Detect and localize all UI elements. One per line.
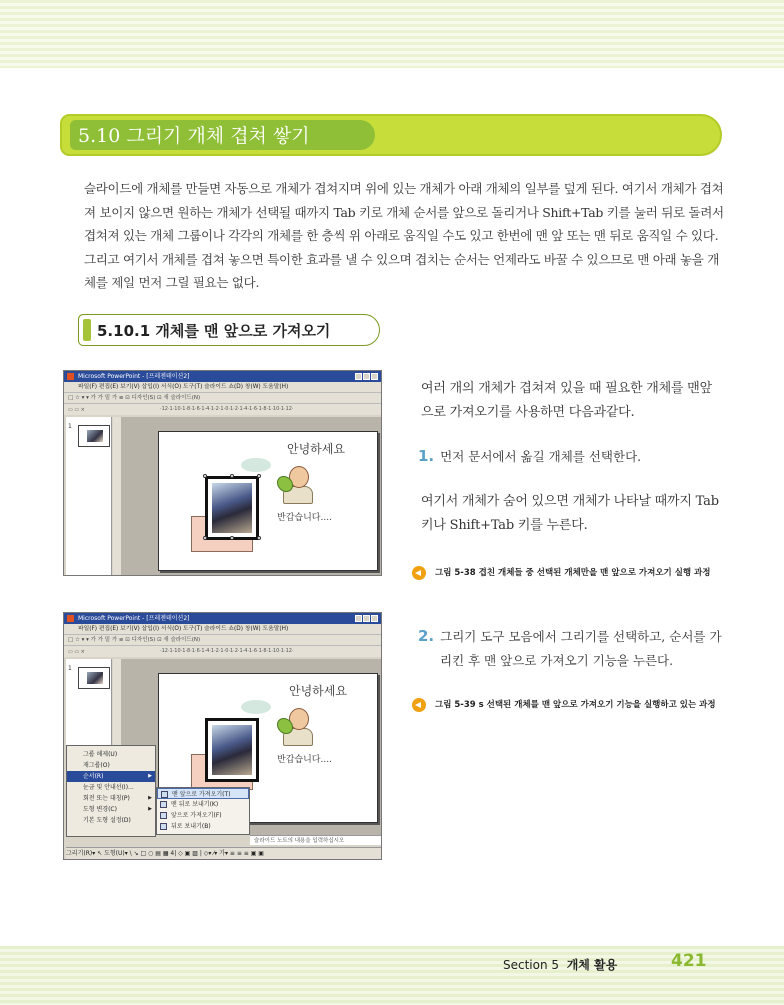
slide-glad-text: 반갑습니다.... [277, 513, 332, 523]
page-number: 421 [671, 951, 707, 971]
close-icon [371, 373, 378, 380]
drawing-toolbar[interactable]: 그리기(R)▾ ↖ 도형(U)▾ \ ↘ □ ○ ▤ ▦ 4| ◇ ▣ ▨ | ◇▾ ⁄▾ 가▾ ≡ ≡ ≡ ▣ ▣ [66, 847, 381, 859]
minimize-icon [355, 615, 362, 622]
vertical-ruler [113, 417, 121, 575]
step-2-number: 2. [418, 627, 435, 645]
screenshot-figure-1 [63, 370, 382, 576]
menu-bar: 파일(F) 편집(E) 보기(V) 삽입(I) 서식(O) 도구(T) 슬라이드 쇼(D) 창(W) 도움말(H) [64, 382, 381, 393]
selected-clipart [205, 476, 259, 540]
caption-arrow-icon [412, 698, 426, 712]
close-icon [371, 615, 378, 622]
menu-item-ungroup[interactable]: 그룹 해제(U) [83, 751, 118, 758]
menu-item-change-shape-label: 도형 변경(C) [83, 806, 117, 813]
intro-text: 여러 개의 개체가 겹쳐져 있을 때 필요한 개체를 맨앞으로 가져오기를 사용하면 다음과같다. [421, 381, 712, 420]
outline-tabs: ▭ ▭ × [68, 649, 85, 655]
header-band [0, 0, 784, 68]
toolbar: □ ☆ ▾ ▾ 가 가 밑 가 ≡ ⊡ 디자인(S) ⊡ 새 슬라이드(N) [64, 635, 381, 646]
man-clipart [277, 466, 323, 506]
selection-handle [203, 536, 207, 540]
slide-hello-text: 안녕하세요 [289, 684, 347, 698]
man-clipart [277, 708, 323, 748]
window-controls [355, 615, 378, 622]
selection-handle [230, 474, 234, 478]
menu-item-order[interactable] [67, 771, 155, 782]
ruler-row [64, 646, 381, 657]
caption-2-text: 그림 5-39 s 선택된 개체를 맨 앞으로 가져오기 기능을 실행하고 있는 과정 [435, 700, 716, 710]
bring-forward-icon [160, 812, 167, 819]
window-controls [355, 373, 378, 380]
clipart-image [212, 725, 252, 775]
bring-to-front-icon [161, 791, 168, 798]
send-backward-label: 뒤로 보내기(B) [171, 823, 211, 830]
powerpoint-icon [67, 615, 74, 622]
slide-hello-text: 안녕하세요 [287, 442, 345, 456]
selection-handle [257, 536, 261, 540]
toolbar: □ ☆ ▾ ▾ 가 가 밑 가 ≡ ⊡ 디자인(S) ⊡ 새 슬라이드(N) [64, 393, 381, 404]
window-title: Microsoft PowerPoint - [프레젠테이션2] [78, 615, 190, 622]
slide-number: 1 [68, 423, 72, 430]
footer-band [0, 946, 784, 1005]
clipart-image [212, 483, 252, 533]
step-2-text: 그리기 도구 모음에서 그리기를 선택하고, 순서를 가리킨 후 맨 앞으로 가져오기 기능을 누른다. [440, 629, 722, 668]
send-backward-icon [160, 823, 167, 830]
menu-item-rotate-label: 회전 또는 대칭(P) [83, 795, 130, 802]
selected-clipart [205, 718, 259, 782]
thumbnail-art [87, 672, 103, 684]
footer-section-name: 개체 활용 [566, 958, 618, 972]
subsection-banner [78, 314, 380, 346]
submenu-arrow-icon: ▶ [148, 795, 152, 801]
slide [158, 431, 378, 571]
screenshot-figure-2 [63, 612, 382, 860]
step-1-text: 먼저 문서에서 옮길 개체를 선택한다. [440, 449, 642, 464]
menu-item-default-shape[interactable]: 기본 도형 설정(D) [83, 817, 131, 824]
figure-caption-2 [412, 694, 724, 716]
slide-glad-text: 반갑습니다.... [277, 755, 332, 765]
figure-caption-1 [412, 562, 724, 584]
selection-handle [230, 536, 234, 540]
bring-forward-label: 앞으로 가져오기(F) [171, 812, 222, 819]
menu-item-rotate[interactable] [67, 793, 155, 804]
section-banner [60, 114, 722, 156]
draw-context-menu [66, 745, 156, 837]
notes-pane[interactable]: 슬라이드 노트의 내용을 입력하십시오 [250, 835, 381, 845]
send-to-back-label: 맨 뒤로 보내기(K) [171, 801, 219, 808]
subsection-tab [83, 319, 91, 341]
submenu-bring-forward[interactable] [157, 810, 249, 821]
body-paragraph: 슬라이드에 개체를 만들면 자동으로 개체가 겹쳐지며 위에 있는 개체가 아래 개체의 일부를 덮게 된다. 여기서 개체가 겹쳐져 보이지 않으면 원하는 개체가 선택될 때까지 Tab 키로 개체 순서를 앞으로 돌리거나 Shift+Tab 키를 눌러 뒤로 돌려서 겹쳐져 있는 개체 그룹이나 각각의 개체를 한 층씩 위 아래로 움직일 수도 있고 한번에 맨 앞 또는 맨 뒤로 움직일 수 있다. 그리고 여기서 개체를 겹쳐 놓으면 특이한 효과를 낼 수 있으며 겹치는 순서는 언제라도 바꿀 수 있으므로 맨 아래 놓을 개체를 제일 먼저 그릴 필요는 없다. [84, 181, 724, 290]
slide-thumbnail [78, 667, 110, 689]
step-1 [418, 444, 723, 469]
menu-item-grid[interactable]: 눈금 및 안내선(I)... [83, 784, 134, 791]
maximize-icon [363, 373, 370, 380]
footer-section [503, 956, 617, 973]
leaf-clipart [277, 718, 293, 734]
slide-thumbnail-pane [66, 417, 112, 575]
horizontal-ruler: ·12·1·10·1·8·1·6·1·4·1·2·1·0·1·2·1·4·1·6·1·8·1·10·1·12· [160, 648, 294, 654]
menu-item-order-label: 순서(R) [83, 773, 104, 780]
slide-canvas [121, 417, 382, 576]
menu-bar: 파일(F) 편집(E) 보기(V) 삽입(I) 서식(O) 도구(T) 슬라이드 쇼(D) 창(W) 도움말(H) [64, 624, 381, 635]
step-2 [418, 624, 723, 673]
outline-tabs: ▭ ▭ × [68, 407, 85, 413]
horizontal-ruler: ·12·1·10·1·8·1·6·1·4·1·2·1·0·1·2·1·4·1·6·1·8·1·10·1·12· [160, 406, 294, 412]
selection-handle [203, 474, 207, 478]
submenu-arrow-icon: ▶ [148, 806, 152, 812]
mint-shape [241, 700, 271, 714]
powerpoint-icon [67, 373, 74, 380]
caption-arrow-icon [412, 566, 426, 580]
ruler-row [64, 404, 381, 415]
thumbnail-art [87, 430, 103, 442]
selection-handle [257, 474, 261, 478]
menu-item-change-shape[interactable] [67, 804, 155, 815]
window-title-bar [64, 371, 381, 382]
order-submenu [156, 787, 250, 835]
slide-number: 1 [68, 665, 72, 672]
tab-note: 여기서 개체가 숨어 있으면 개체가 나타날 때까지 Tab 키나 Shift+Tab 키를 누른다. [421, 494, 719, 533]
footer-section-label: Section 5 [503, 958, 560, 972]
bring-to-front-label: 맨 앞으로 가져오기(T) [172, 791, 231, 798]
slide-thumbnail [78, 425, 110, 447]
window-title: Microsoft PowerPoint - [프레젠테이션2] [78, 373, 190, 380]
menu-item-regroup[interactable]: 재그룹(O) [83, 762, 110, 769]
step-1-number: 1. [418, 447, 435, 465]
leaf-clipart [277, 476, 293, 492]
caption-1-text: 그림 5-38 겹친 개체들 중 선택된 개체만을 맨 앞으로 가져오기 실행 과정 [435, 568, 711, 578]
submenu-bring-to-front[interactable] [157, 788, 249, 799]
submenu-send-backward[interactable] [157, 821, 249, 832]
send-to-back-icon [160, 801, 167, 808]
subsection-title: 5.10.1 개체를 맨 앞으로 가져오기 [97, 322, 331, 340]
submenu-send-to-back[interactable] [157, 799, 249, 810]
minimize-icon [355, 373, 362, 380]
submenu-arrow-icon: ▶ [148, 773, 152, 779]
section-title: 5.10 그리기 개체 겹쳐 쌓기 [78, 125, 310, 147]
mint-shape [241, 458, 271, 472]
window-title-bar [64, 613, 381, 624]
maximize-icon [363, 615, 370, 622]
